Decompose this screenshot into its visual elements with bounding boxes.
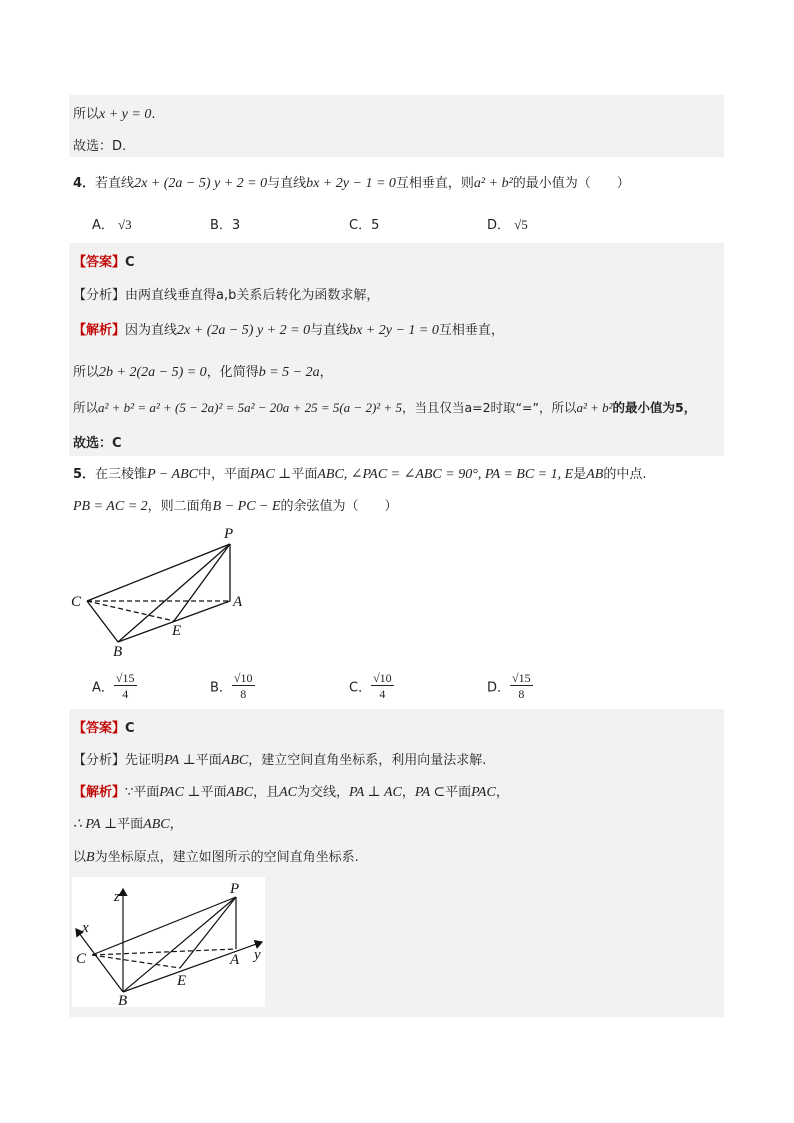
label-p: P <box>224 526 234 542</box>
q5-tetrahedron-figure <box>66 524 256 659</box>
q5-option-c: C． $\frac{√10}{4}$ <box>349 671 392 701</box>
label-z: z <box>114 889 120 905</box>
label-a: A <box>230 952 240 968</box>
prev-solution-block <box>69 95 724 157</box>
q5-option-d: D． $\frac{√15}{8}$ <box>487 671 531 701</box>
q5-option-a: A． $\frac{√15}{4}$ <box>92 671 135 701</box>
y-axis <box>123 942 262 992</box>
q5-stem-line2: PB = AC = 2，则二面角B − PC − E的余弦值为（ ） <box>73 499 398 514</box>
label-c: C <box>71 594 82 610</box>
label-y: y <box>254 947 261 963</box>
q4-solution-block <box>69 243 724 456</box>
label-e: E <box>172 623 182 639</box>
q5-analysis: 【分析】先证明PA ⊥平面ABC，建立空间直角坐标系，利用向量法求解. <box>73 753 487 768</box>
prev-conclusion-line: 所以x + y = 0. <box>73 107 156 122</box>
q4-option-a: A． √3 <box>92 217 132 233</box>
label-b: B <box>118 993 128 1007</box>
q4-option-d: D． √5 <box>487 217 528 233</box>
edge-cp <box>92 897 236 955</box>
q5-coordinate-figure <box>72 877 265 1007</box>
edge-ce <box>92 955 180 968</box>
label-c: C <box>76 951 87 967</box>
edge-ca <box>92 949 236 955</box>
label-x: x <box>82 920 89 936</box>
q4-option-c: C．5 <box>349 218 380 233</box>
q4-solution-line3: 所以a² + b² = a² + (5 − 2a)² = 5a² − 20a + 25 = 5(a − 2)² + 5，当且仅当a=2时取“=”，所以a² + b²的最小值为5， <box>73 400 697 415</box>
q5-answer: 【答案】C <box>73 721 135 736</box>
q4-stem: 4．若直线2x + (2a − 5) y + 2 = 0与直线bx + 2y − 1 = 0互相垂直，则a² + b²的最小值为（ ） <box>73 176 630 191</box>
label-a: A <box>233 594 243 610</box>
q5-solution-line1: 【解析】∵平面PAC ⊥平面ABC，且AC为交线，PA ⊥ AC，PA ⊂平面PAC， <box>73 785 509 800</box>
q4-analysis: 【分析】由两直线垂直得a,b关系后转化为函数求解， <box>73 288 380 303</box>
q5-option-b: B． $\frac{√10}{8}$ <box>210 671 253 701</box>
q4-solution-line1: 【解析】因为直线2x + (2a − 5) y + 2 = 0与直线bx + 2y − 1 = 0互相垂直， <box>73 323 504 338</box>
label-p: P <box>230 881 240 897</box>
q4-answer: 【答案】C <box>73 255 135 270</box>
q5-stem-line1: 5．在三棱锥P − ABC中，平面PAC ⊥平面ABC, ∠PAC = ∠ABC = 90°, PA = BC = 1, E是AB的中点. <box>73 467 647 482</box>
label-e: E <box>177 973 187 989</box>
q5-solution-line2: ∴ PA ⊥平面ABC， <box>73 817 183 832</box>
q4-solution-line2: 所以2b + 2(2a − 5) = 0，化简得b = 5 − 2a， <box>73 365 333 380</box>
q4-choice: 故选：C <box>73 436 122 451</box>
label-b: B <box>113 644 123 659</box>
prev-choice-line: 故选：D. <box>73 139 127 154</box>
q5-solution-line3: 以B为坐标原点，建立如图所示的空间直角坐标系. <box>73 850 359 865</box>
q4-option-b: B．3 <box>210 218 241 233</box>
